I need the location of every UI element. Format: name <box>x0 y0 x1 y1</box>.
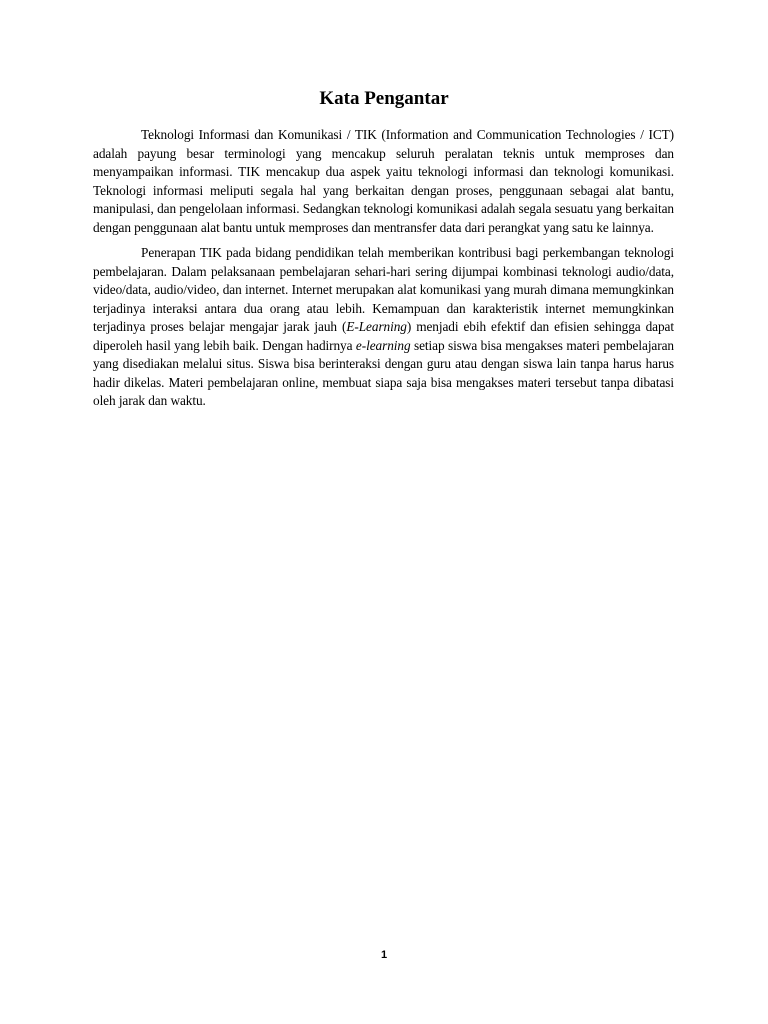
paragraph-text: Penerapan TIK pada bidang pendidikan telah memberikan kontribusi bagi perkembangan teknologi pembelajaran. Dalam pelaksanaan pembelajaran sehari-hari sering dijumpai kombinasi teknologi audio/data, video/data, audio/video, dan internet. Internet merupakan alat komunikasi yang murah dimana memungkinkan terjadinya interaksi antara dua orang atau lebih. Kemampuan dan karakteristik internet memungkinkan terjadinya proses belajar mengajar jarak jauh ( <box>93 245 674 334</box>
paragraph-text: Teknologi Informasi dan Komunikasi / TIK (Information and Communication Technologies / ICT) adalah payung besar terminologi yang mencakup seluruh peralatan teknis untuk memproses dan menyampaikan informasi. TIK mencakup dua aspek yaitu teknologi informasi dan teknologi komunikasi. Teknologi informasi meliputi segala hal yang berkaitan dengan proses, penggunaan sebagai alat bantu, manipulasi, dan pengelolaan informasi. Sedangkan teknologi komunikasi adalah segala sesuatu yang berkaitan dengan penggunaan alat bantu untuk memproses dan mentransfer data dari perangkat yang satu ke lainnya. <box>93 127 674 235</box>
emphasized-term: E-Learning <box>346 319 407 334</box>
page-title: Kata Pengantar <box>319 88 449 109</box>
emphasized-term: e-learning <box>355 337 411 353</box>
body-text <box>93 126 674 418</box>
paragraph-text: ) menjadi ebih efektif dan efisien sehingga dapat diperoleh hasil yang lebih baik. Dengan hadirnya <box>93 319 674 353</box>
paragraph-text: setiap siswa bisa mengakses materi pembelajaran yang disediakan melalui situs. Siswa bisa berinteraksi dengan guru atau dengan siswa lain tanpa harus harus hadir dikelas. Materi pembelajaran online, membuat siapa saja bisa mengakses materi tersebut tanpa dibatasi oleh jarak dan waktu. <box>93 337 674 408</box>
paragraph-1 <box>93 126 674 237</box>
page-number: 1 <box>380 949 388 961</box>
paragraph-2 <box>93 244 674 411</box>
